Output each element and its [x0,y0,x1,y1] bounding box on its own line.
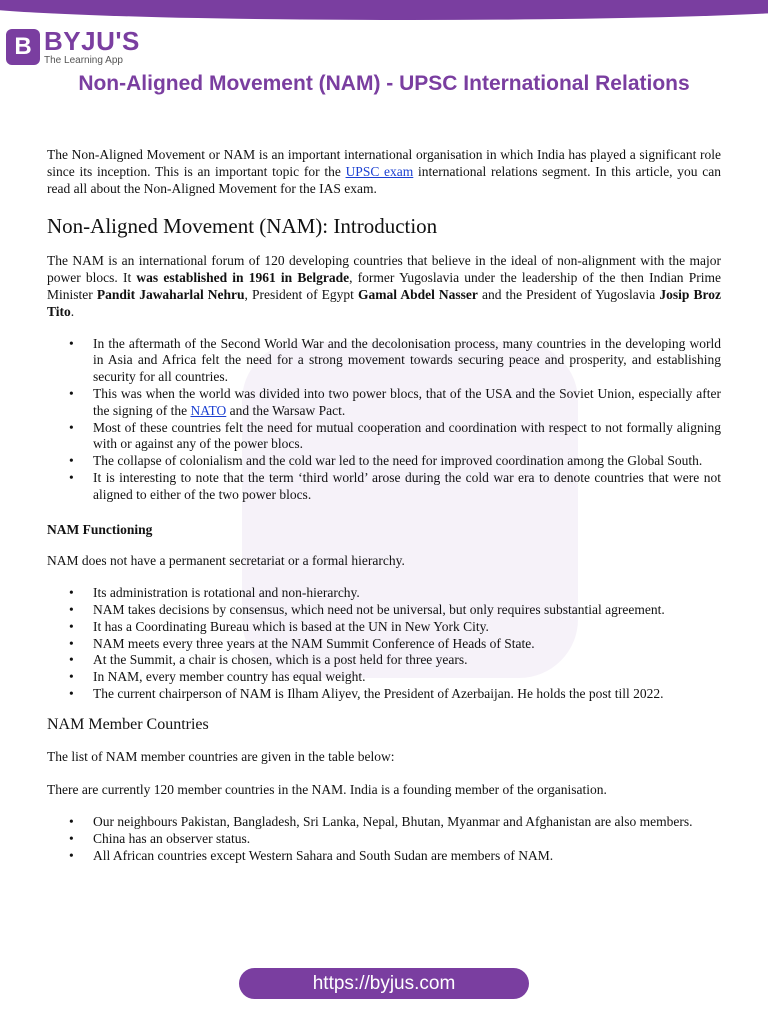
list-item: • At the Summit, a chair is chosen, which is a post held for three years. [47,652,721,669]
logo-name: BYJU'S [44,26,140,56]
intro-paragraph: The Non-Aligned Movement or NAM is an important international organisation in which India has played a significant role since its inception. This is an important topic for the UPSC exam international relations segment. In this article, you can read all about the Non-Aligned Movement for the IAS exam. [47,147,721,196]
upsc-exam-link[interactable]: UPSC exam [345,163,414,179]
list-item: • In NAM, every member country has equal weight. [47,669,721,686]
page-title: Non-Aligned Movement (NAM) - UPSC International Relations [78,72,690,95]
article-content [47,147,721,865]
list-item: • All African countries except Western Sahara and South Sudan are members of NAM. [47,848,721,865]
introduction-paragraph: The NAM is an international forum of 120 developing countries that believe in the ideal of non-alignment with the major power blocs. It was established in 1961 in Belgrade, former Yugoslavia under the leadership of the then Indian Prime Minister Pandit Jawaharlal Nehru, President of Egypt Gamal Abdel Nasser and the President of Yugoslavia Josip Broz Tito. [47,253,721,319]
introduction-list [47,336,721,504]
top-decorative-band [0,0,768,22]
members-paragraph-1: The list of NAM member countries are given in the table below: [47,748,395,764]
functioning-paragraph: NAM does not have a permanent secretariat or a formal hierarchy. [47,553,405,569]
list-item: • Most of these countries felt the need for mutual cooperation and coordination with respect to not formally aligning with or against any of the power blocs. [47,420,721,454]
list-item: • NAM meets every three years at the NAM Summit Conference of Heads of State. [47,636,721,653]
members-list [47,814,721,864]
nato-link[interactable]: NATO [190,402,227,418]
list-item: • It is interesting to note that the term ‘third world’ arose during the cold war era to denote countries that were not aligned to either of the two power blocs. [47,470,721,504]
logo-tagline: The Learning App [44,55,123,66]
list-item: • In the aftermath of the Second World War and the decolonisation process, many countries in the developing world in Asia and Africa felt the need for a strong movement towards securing peace and prosperity, and establishing security for all countries. [47,336,721,386]
list-item: • This was when the world was divided into two power blocs, that of the USA and the Soviet Union, especially after the signing of the NATO and the Warsaw Pact. [47,386,721,420]
list-item: • Its administration is rotational and non-hierarchy. [47,585,721,602]
section-heading-members: NAM Member Countries [47,715,209,733]
list-item: • It has a Coordinating Bureau which is based at the UN in New York City. [47,619,721,636]
list-item: • The current chairperson of NAM is Ilham Aliyev, the President of Azerbaijan. He holds the post till 2022. [47,686,721,703]
list-item: • NAM takes decisions by consensus, which need not be universal, but only requires substantial agreement. [47,602,721,619]
list-item: • China has an observer status. [47,831,721,848]
section-heading-functioning: NAM Functioning [47,521,153,537]
footer-url-link[interactable]: https://byjus.com [239,968,529,999]
list-item: • The collapse of colonialism and the cold war led to the need for improved coordination among the Global South. [47,453,721,470]
top-band-purple [0,0,768,20]
list-item: • Our neighbours Pakistan, Bangladesh, Sri Lanka, Nepal, Bhutan, Myanmar and Afghanistan are also members. [47,814,721,831]
logo-mark-icon: B [6,29,40,65]
members-paragraph-2: There are currently 120 member countries in the NAM. India is a founding member of the organisation. [47,782,607,798]
section-heading-introduction: Non-Aligned Movement (NAM): Introduction [47,214,438,239]
functioning-list [47,585,721,703]
byjus-logo[interactable] [6,27,140,67]
